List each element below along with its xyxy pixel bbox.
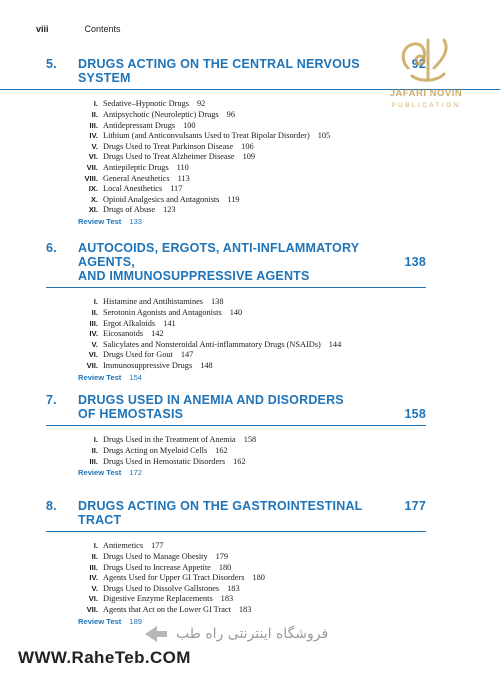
toc-entry[interactable]	[78, 174, 426, 185]
chapter-rule	[46, 425, 426, 426]
entry-page: 92	[196, 99, 206, 109]
entry-roman: V.	[91, 583, 98, 593]
review-page: 154	[129, 372, 143, 382]
entry-title: Drugs Used to Treat Parkinson Disease	[103, 141, 234, 151]
entry-roman: III.	[89, 562, 98, 572]
review-label: Review Test	[78, 468, 122, 478]
entry-title: Digestive Enzyme Replacements	[103, 594, 213, 604]
review-test-link[interactable]	[78, 617, 426, 626]
entry-page: 144	[328, 339, 342, 349]
chapter-rule	[46, 531, 426, 532]
publisher-tagline: PUBLICATION	[391, 102, 461, 109]
chapter-heading[interactable]	[46, 393, 426, 421]
entry-page: 140	[229, 307, 243, 317]
entry-title: Antiemetics	[103, 541, 144, 551]
section-list	[78, 541, 426, 625]
chapter-title-line: DRUGS ACTING ON THE CENTRAL NERVOUS SYSTEM	[78, 57, 360, 85]
chapter-number: 8.	[46, 499, 57, 513]
entry-page: 180	[252, 573, 265, 583]
section-list	[78, 297, 426, 381]
entry-page: 183	[220, 594, 234, 604]
chapter-number: 5.	[46, 57, 57, 71]
chapter-heading[interactable]	[46, 57, 426, 85]
entry-page: 113	[177, 173, 190, 183]
entry-title: Antipsychotic (Neuroleptic) Drugs	[103, 109, 219, 119]
entry-roman: VII.	[86, 162, 98, 172]
entry-roman: II.	[91, 445, 98, 455]
toc-entry[interactable]	[78, 340, 426, 351]
entry-page: 158	[243, 435, 257, 445]
chapter-heading[interactable]	[46, 241, 426, 283]
review-page: 189	[129, 616, 143, 626]
entry-roman: VI.	[88, 152, 98, 162]
entry-roman: VI.	[88, 350, 98, 360]
entry-roman: IX.	[88, 184, 98, 194]
entry-roman: IV.	[89, 131, 98, 141]
chapter-title-line: AND IMMUNOSUPPRESSIVE AGENTS	[78, 269, 310, 283]
entry-roman: IV.	[89, 329, 98, 339]
entry-page: 123	[163, 205, 176, 215]
store-name-watermark: فروشگاه اینترنتی راه طب	[176, 626, 329, 642]
entry-title: Drugs Used to Increase Appetite	[103, 562, 211, 572]
entry-title: Ergot Alkaloids	[103, 318, 156, 328]
chapter-title-line: DRUGS USED IN ANEMIA AND DISORDERS	[78, 393, 344, 407]
entry-title: Drugs Used to Treat Alzheimer Disease	[103, 152, 235, 162]
chapter-title	[78, 499, 396, 527]
entry-title: Drugs Used to Dissolve Gallstones	[103, 583, 220, 593]
toc-entry[interactable]	[78, 308, 426, 319]
entry-title: Eicosanoids	[103, 329, 144, 339]
entry-title: Antiepileptic Drugs	[103, 162, 169, 172]
entry-roman: I.	[93, 541, 98, 551]
chapter-number: 6.	[46, 241, 57, 255]
entry-title: Drugs Used in the Treatment of Anemia	[103, 435, 236, 445]
page-number: viii	[36, 24, 49, 34]
entry-roman: I.	[93, 297, 98, 307]
toc-entry[interactable]	[78, 329, 426, 340]
entry-title: General Anesthetics	[103, 173, 170, 183]
entry-page: 138	[211, 297, 224, 307]
toc-entry[interactable]	[78, 584, 426, 595]
entry-roman: VII.	[86, 360, 98, 370]
entry-title: Opioid Analgesics and Antagonists	[103, 194, 220, 204]
entry-page: 177	[151, 541, 164, 551]
entry-page: 100	[183, 120, 196, 130]
entry-roman: III.	[89, 456, 98, 466]
entry-title: Drugs Used in Hemostatic Disorders	[103, 456, 226, 466]
toc-entry[interactable]	[78, 541, 426, 552]
toc-entry[interactable]	[78, 152, 426, 163]
toc-entry[interactable]	[78, 131, 426, 142]
section-list	[78, 99, 426, 226]
entry-roman: I.	[93, 99, 98, 109]
entry-page: 141	[163, 318, 176, 328]
chapter-page: 138	[404, 255, 426, 269]
entry-page: 105	[317, 131, 331, 141]
entry-roman: VI.	[88, 594, 98, 604]
chapter-title	[78, 241, 396, 283]
publisher-emblem-icon	[398, 30, 454, 88]
entry-roman: IV.	[89, 573, 98, 583]
review-test-link[interactable]	[78, 217, 426, 226]
entry-roman: I.	[93, 435, 98, 445]
chapter-title	[78, 393, 396, 421]
entry-page: 96	[226, 109, 235, 119]
toc-entry[interactable]	[78, 142, 426, 153]
review-label: Review Test	[78, 216, 122, 226]
chapter-rule	[46, 287, 426, 288]
entry-title: Lithium (and Anticonvulsants Used to Treat Bipolar Disorder)	[103, 131, 310, 141]
chapter-title-line: OF HEMOSTASIS	[78, 407, 184, 421]
toc-entry[interactable]	[78, 184, 426, 195]
chapter-page: 177	[404, 499, 426, 513]
entry-page: 147	[180, 350, 194, 360]
entry-page: 117	[170, 184, 183, 194]
entry-title: Serotonin Agonists and Antagonists	[103, 307, 222, 317]
chapter-page: 158	[404, 407, 426, 421]
entry-roman: III.	[89, 318, 98, 328]
entry-roman: III.	[89, 120, 98, 130]
entry-title: Agents that Act on the Lower GI Tract	[103, 604, 231, 614]
toc-entry[interactable]	[78, 361, 426, 372]
chapter-title	[78, 57, 396, 85]
toc-entry[interactable]	[78, 457, 426, 468]
chapter-7	[46, 393, 426, 477]
entry-title: Drugs Used for Gout	[103, 350, 173, 360]
entry-roman: XI.	[88, 205, 98, 215]
entry-page: 110	[176, 162, 189, 172]
toc-entry[interactable]	[78, 573, 426, 584]
entry-page: 183	[227, 583, 240, 593]
toc-entry[interactable]	[78, 110, 426, 121]
store-url-watermark: WWW.RaheTeb.COM	[18, 648, 191, 667]
toc-entry[interactable]	[78, 297, 426, 308]
toc-entry[interactable]	[78, 594, 426, 605]
entry-page: 179	[215, 551, 229, 561]
entry-roman: II.	[91, 551, 98, 561]
running-title: Contents	[84, 24, 121, 34]
entry-title: Sedative–Hypnotic Drugs	[103, 99, 189, 109]
toc-entry[interactable]	[78, 552, 426, 563]
entry-title: Agents Used for Upper GI Tract Disorders	[103, 573, 245, 583]
entry-roman: II.	[91, 307, 98, 317]
entry-roman: II.	[91, 109, 98, 119]
toc-entry[interactable]	[78, 319, 426, 330]
review-test-link[interactable]	[78, 468, 426, 477]
chapter-5	[46, 57, 426, 226]
entry-roman: VII.	[86, 604, 98, 614]
review-label: Review Test	[78, 372, 122, 382]
toc-entry[interactable]	[78, 121, 426, 132]
entry-page: 148	[200, 360, 213, 370]
chapter-number: 7.	[46, 393, 57, 407]
entry-page: 106	[241, 141, 254, 151]
toc-entry[interactable]	[78, 563, 426, 574]
chapter-6	[46, 241, 426, 382]
entry-title: Histamine and Antihistamines	[103, 297, 204, 307]
entry-title: Salicylates and Nonsteroidal Anti-inflammatory Drugs (NSAIDs)	[103, 339, 321, 349]
toc-entry[interactable]	[78, 163, 426, 174]
entry-title: Drugs Used to Manage Obesity	[103, 551, 208, 561]
review-page: 172	[129, 468, 143, 478]
entry-page: 183	[238, 604, 252, 614]
toc-entry[interactable]	[78, 350, 426, 361]
toc-entry[interactable]	[78, 605, 426, 616]
review-test-link[interactable]	[78, 373, 426, 382]
entry-title: Drugs of Abuse	[103, 205, 156, 215]
entry-title: Drugs Acting on Myeloid Cells	[103, 445, 208, 455]
toc-entry[interactable]	[78, 446, 426, 457]
toc-entry[interactable]	[78, 99, 426, 110]
toc-entry[interactable]	[78, 205, 426, 216]
section-list	[78, 435, 426, 477]
chapter-title-line: DRUGS ACTING ON THE GASTROINTESTINAL TRACT	[78, 499, 363, 527]
entry-title: Local Anesthetics	[103, 184, 163, 194]
page-header	[36, 24, 121, 34]
review-page: 133	[129, 216, 143, 226]
chapter-heading[interactable]	[46, 499, 426, 527]
toc-entry[interactable]	[78, 435, 426, 446]
entry-page: 119	[227, 194, 240, 204]
chapter-page: 92	[411, 57, 426, 71]
entry-roman: V.	[91, 141, 98, 151]
toc-entry[interactable]	[78, 195, 426, 206]
chapter-title-line: AUTOCOIDS, ERGOTS, ANTI-INFLAMMATORY AGENTS,	[78, 241, 360, 269]
publisher-brand: JAFARI NOVIN	[389, 88, 463, 99]
entry-roman: V.	[91, 339, 98, 349]
publisher-logo	[376, 28, 476, 116]
entry-title: Antidepressant Drugs	[103, 120, 176, 130]
entry-roman: VIII.	[84, 173, 98, 183]
entry-page: 162	[233, 456, 246, 466]
chapter-8	[46, 499, 426, 626]
entry-page: 109	[242, 152, 256, 162]
entry-page: 162	[215, 445, 228, 455]
entry-title: Immunosuppressive Drugs	[103, 360, 193, 370]
entry-roman: X.	[90, 194, 98, 204]
review-label: Review Test	[78, 616, 122, 626]
entry-page: 180	[218, 562, 232, 572]
store-arrow-icon	[141, 622, 171, 646]
entry-page: 142	[151, 329, 164, 339]
